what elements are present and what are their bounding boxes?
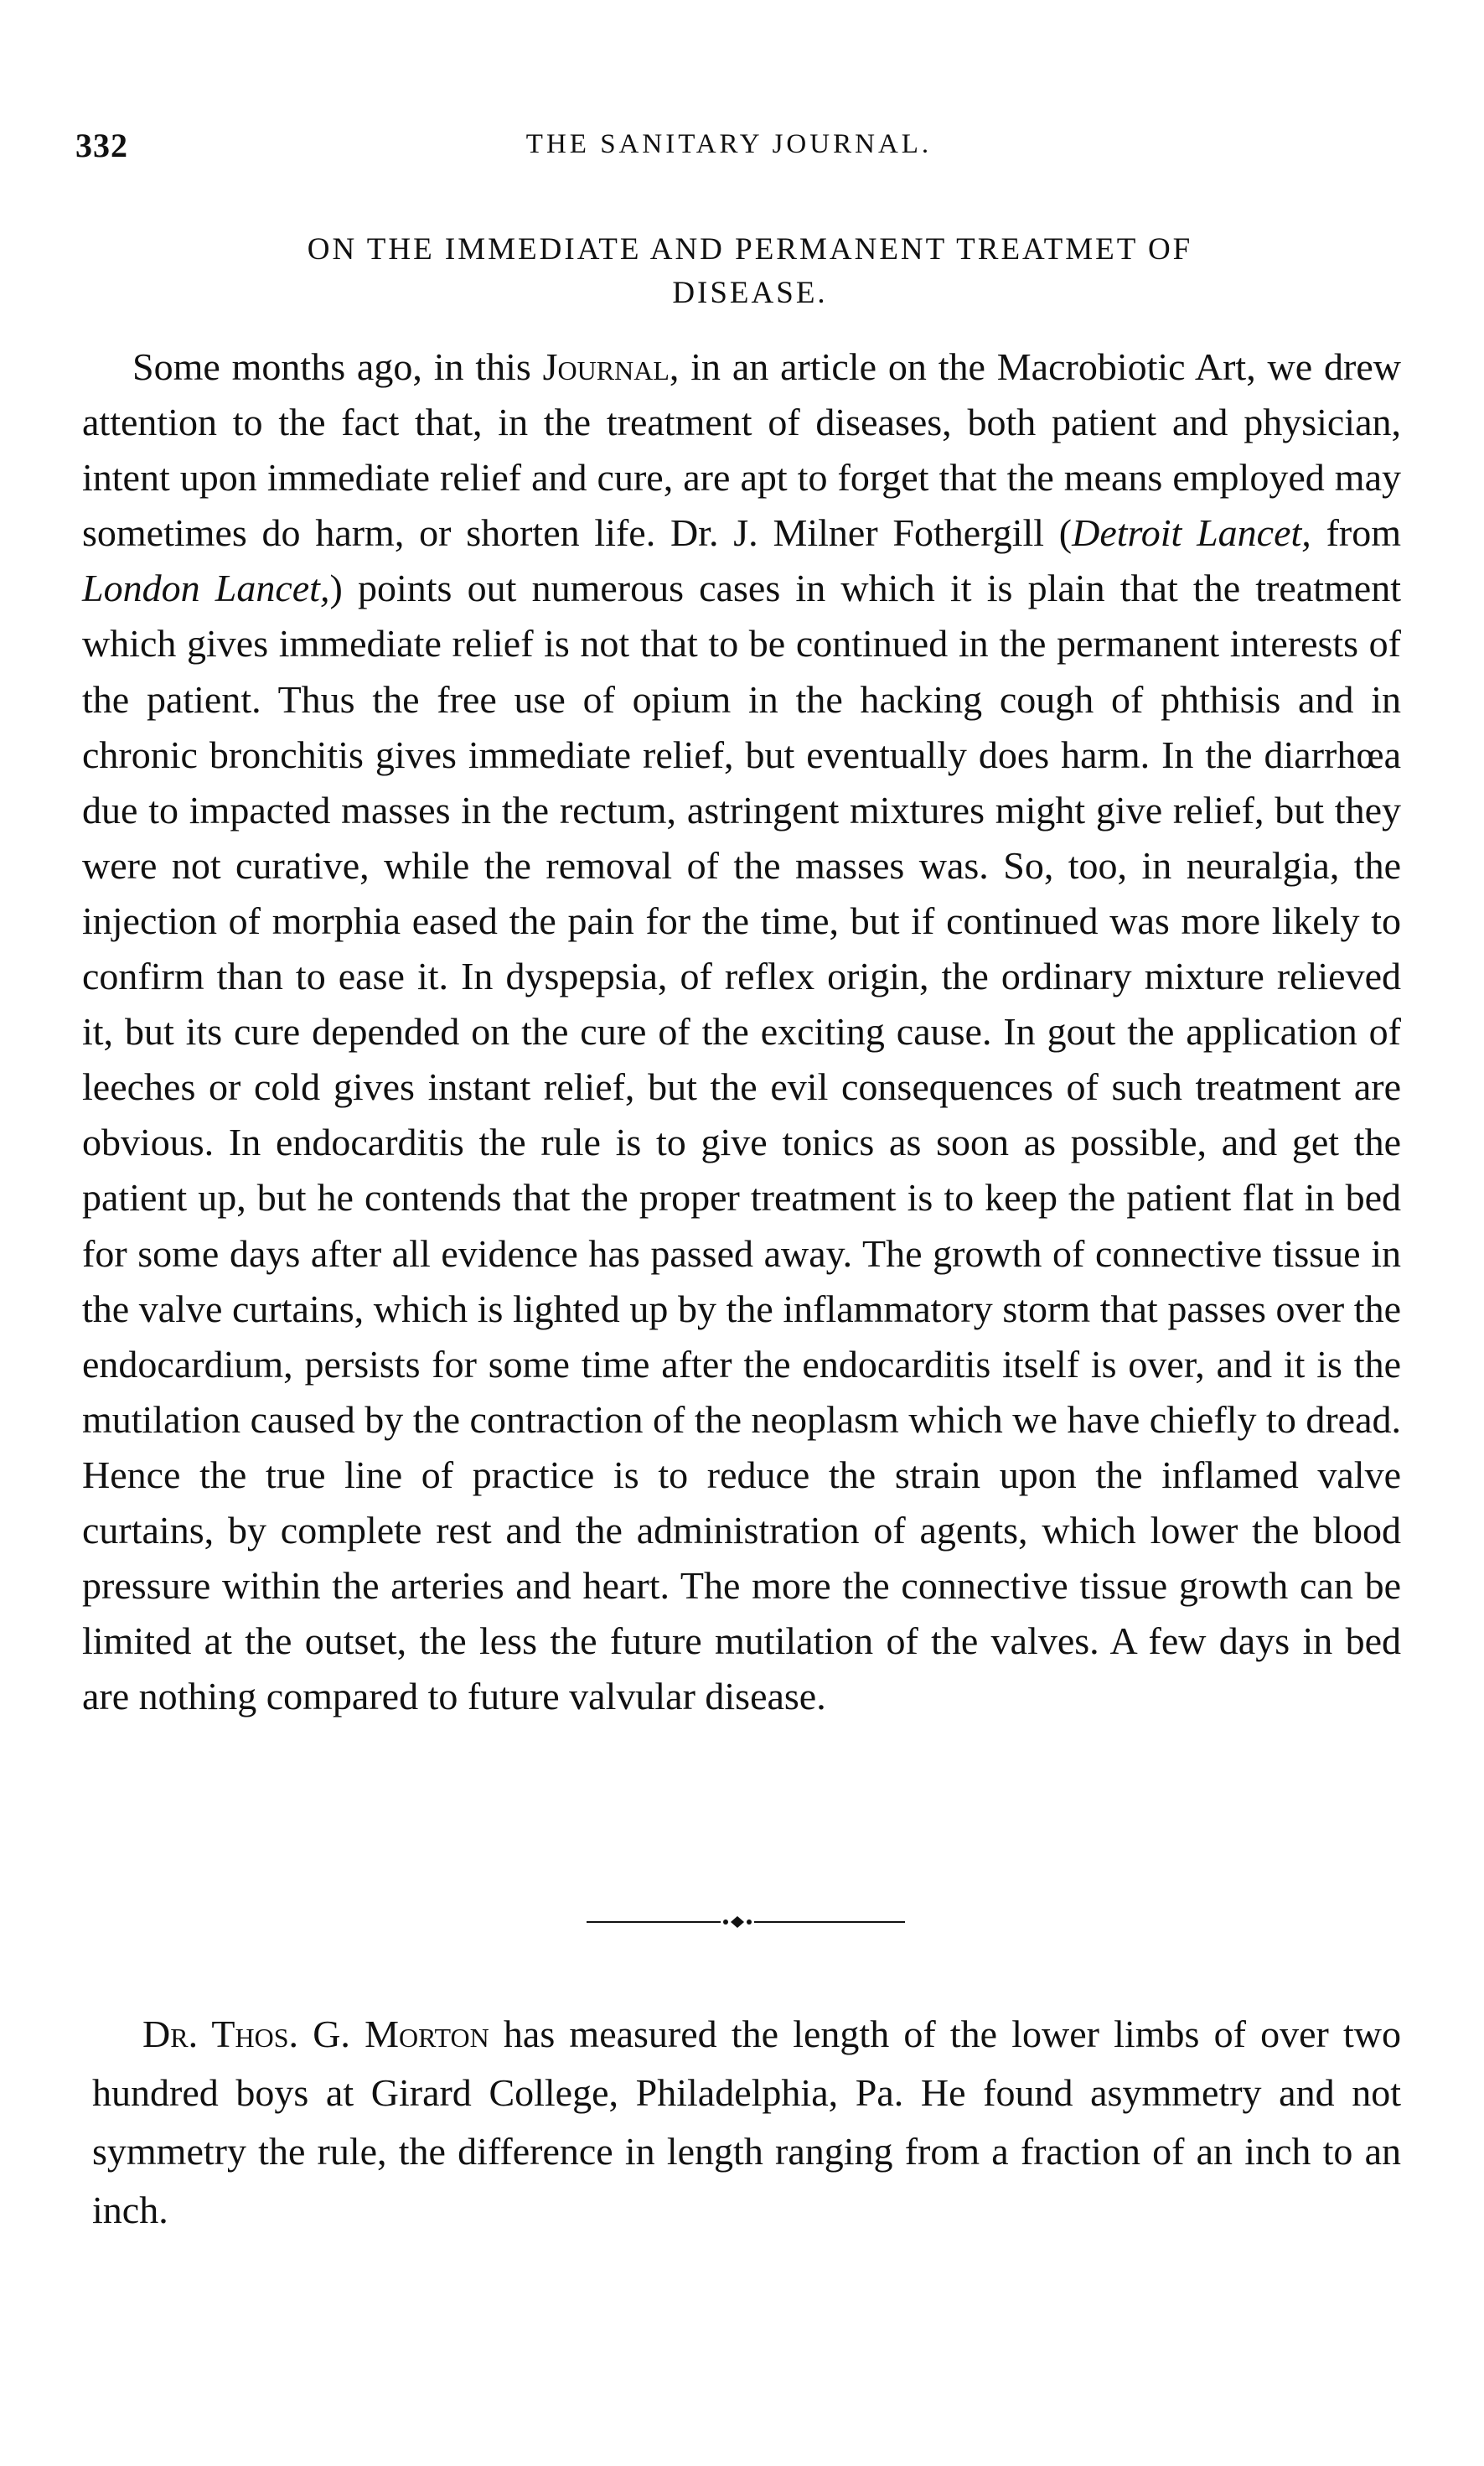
paragraph-text-part-3: from [1311, 511, 1401, 555]
london-lancet-citation: London Lancet, [82, 567, 330, 610]
article-title-line-2: DISEASE. [672, 276, 828, 310]
running-head [75, 126, 1383, 176]
note-body: has measured the length of the lower limbs of over two hundred boys at Girard College, Philadelphia, Pa. He found asymmetry and not symmetry the rule, the difference in length ranging from a fraction of an inch to an inch. [92, 2013, 1402, 2231]
article-title [126, 228, 1374, 315]
detroit-lancet-citation: Detroit Lancet, [1072, 511, 1311, 555]
paragraph-text-part-4: ) points out numerous cases in which it is plain that the treatment which gives immediate relief is not that to be continued in the permanent interests of the patient. Thus the free use of opium in the hacking cough of phthisis and in chronic bronchitis gives immediate relief, but eventually does harm. In the diarrhœa due to impacted masses in the rectum, astringent mixtures might give relief, but they were not curative, while the removal of the masses was. So, too, in neuralgia, the injection of morphia eased the pain for the time, but if continued was more likely to confirm than to ease it. In dyspepsia, of reflex origin, the ordinary mixture relieved it, but its cure depended on the cure of the exciting cause. In gout the application of leeches or cold gives instant relief, but the evil consequences of such treatment are obvious. In endocarditis the rule is to give tonics as soon as possible, and get the patient up, but he contends that the proper treatment is to keep the patient flat in bed for some days after all evidence has passed away. The growth of connective tissue in the valve curtains, which is lighted up by the inflammatory storm that passes over the endocardium, persists for some time after the endocarditis itself is over, and it is the mutilation caused by the contraction of the neoplasm which we have chiefly to dread. Hence the true line of practice is to reduce the strain upon the inflamed valve curtains, by complete rest and the administration of agents, which lower the blood pressure within the arteries and heart. The more the connective tissue growth can be limited at the outset, the less the future mutilation of the valves. A few days in bed are nothing compared to future valvular disease. [82, 567, 1401, 1718]
paragraph-text-part-2: , in an article on the Macrobiotic Art, we drew attention to the fact that, in the treatment of diseases, both patient and physician, intent upon immediate relief and cure, are apt to forget that the means employed may sometimes do harm, or shorten life. Dr. J. Milner Fothergill ( [82, 345, 1401, 555]
page-number: 332 [75, 127, 128, 164]
journal-name: THE SANITARY JOURNAL. [525, 129, 933, 159]
article-body [82, 339, 1401, 1724]
article-title-line-1: ON THE IMMEDIATE AND PERMANENT TREATMET OF [307, 232, 1193, 267]
article-paragraph [82, 339, 1401, 1724]
paragraph-text-part-1: Some months ago, in this [132, 345, 543, 388]
note-paragraph [92, 2005, 1401, 2240]
note-author: Dr. Thos. G. Morton [142, 2013, 489, 2055]
divider-ornament-icon [587, 1914, 905, 1930]
section-divider-ornament [587, 1914, 905, 1930]
morton-note [92, 2005, 1401, 2240]
journal-reference: Journal [542, 345, 670, 388]
